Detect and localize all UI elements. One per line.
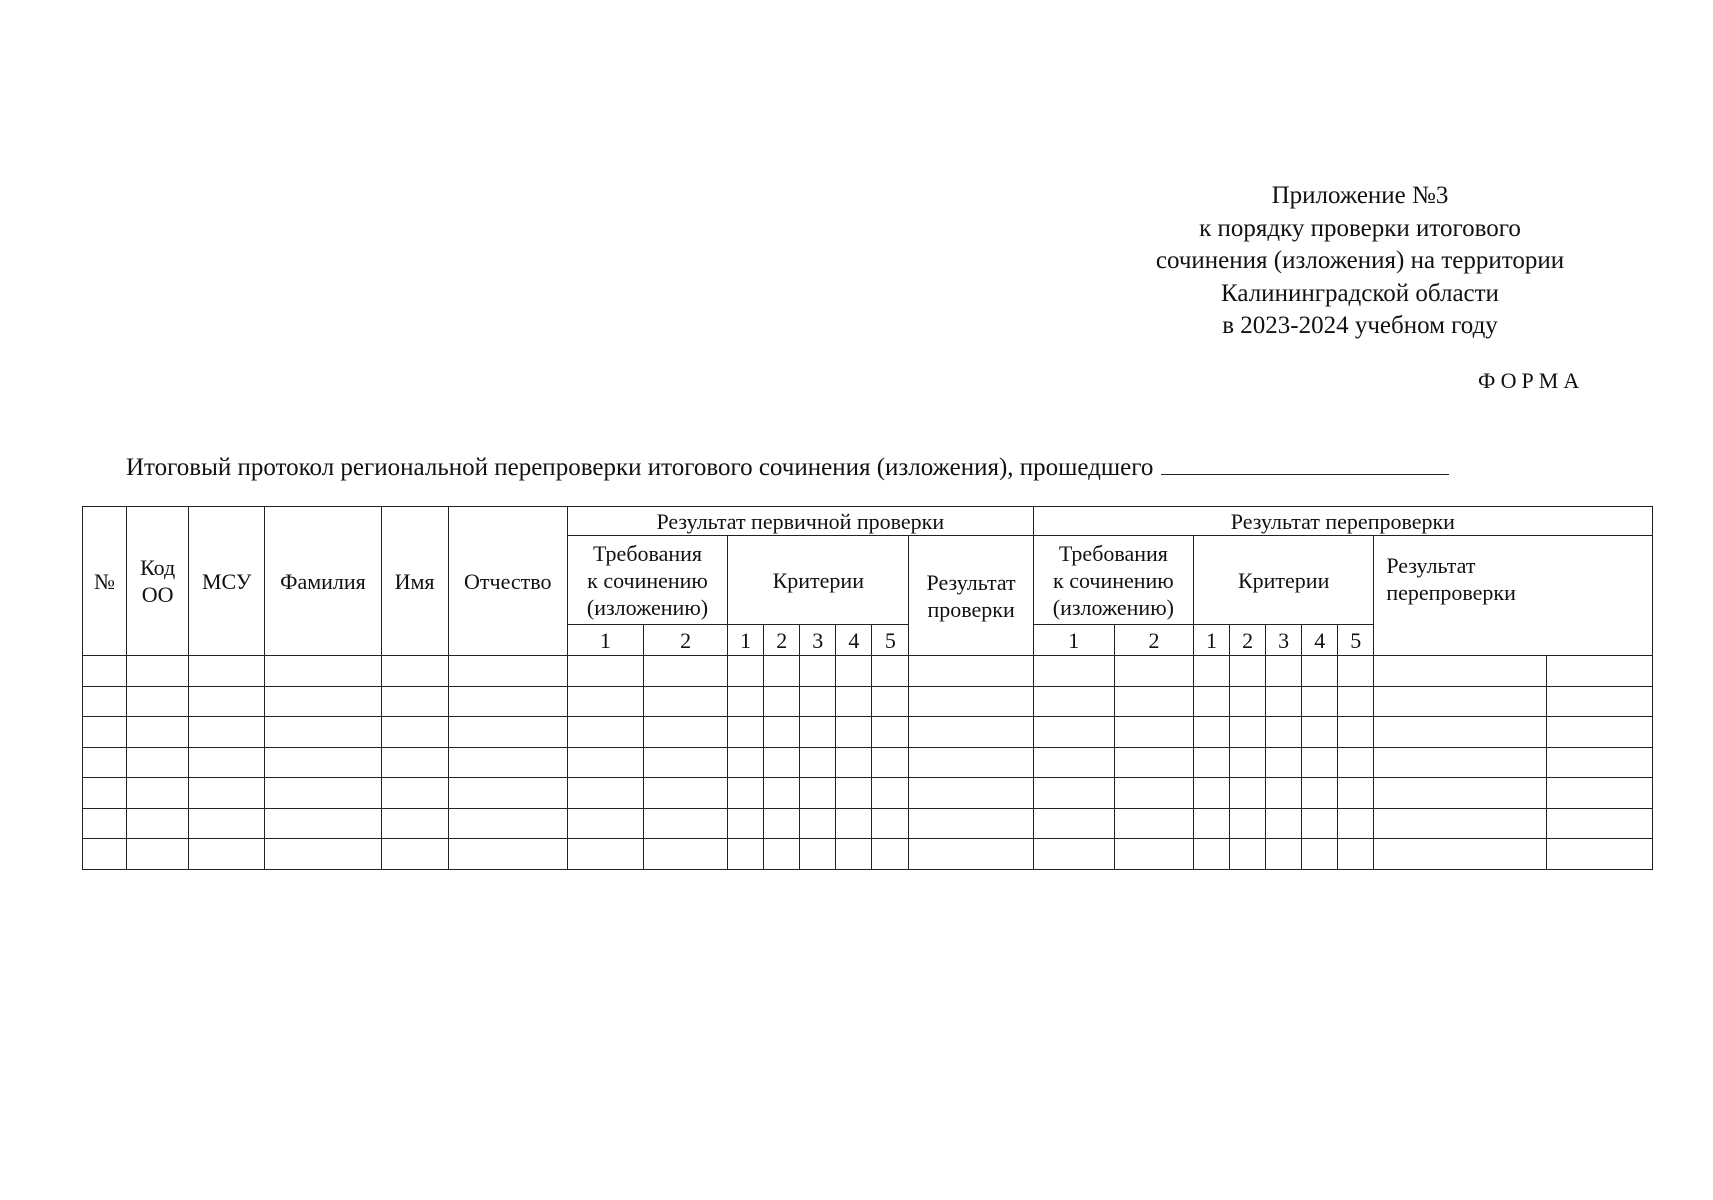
table-cell[interactable] bbox=[644, 839, 728, 870]
table-cell[interactable] bbox=[728, 839, 764, 870]
col-header-msu: МСУ bbox=[189, 507, 265, 656]
recheck-result-header: Результат перепроверки bbox=[1374, 536, 1653, 656]
table-cell[interactable] bbox=[1114, 778, 1193, 809]
table-cell[interactable] bbox=[127, 686, 189, 717]
table-cell[interactable] bbox=[644, 717, 728, 748]
table-cell[interactable] bbox=[1194, 839, 1230, 870]
table-row bbox=[83, 717, 1653, 748]
table-cell[interactable] bbox=[644, 808, 728, 839]
table-cell[interactable] bbox=[1266, 839, 1302, 870]
table-cell[interactable] bbox=[800, 839, 836, 870]
table-cell[interactable] bbox=[1033, 747, 1114, 778]
primary-crit-num: 4 bbox=[836, 625, 872, 656]
table-cell[interactable] bbox=[1194, 778, 1230, 809]
table-cell[interactable] bbox=[764, 808, 800, 839]
table-cell[interactable] bbox=[644, 778, 728, 809]
table-row bbox=[83, 747, 1653, 778]
table-cell[interactable] bbox=[1230, 808, 1266, 839]
table-cell[interactable] bbox=[872, 839, 909, 870]
table-cell[interactable] bbox=[189, 778, 265, 809]
table-cell[interactable] bbox=[83, 717, 127, 748]
table-cell[interactable] bbox=[1266, 717, 1302, 748]
table-cell[interactable] bbox=[728, 778, 764, 809]
table-cell[interactable] bbox=[1194, 717, 1230, 748]
table-cell[interactable] bbox=[728, 656, 764, 687]
table-cell[interactable] bbox=[127, 717, 189, 748]
table-cell[interactable] bbox=[448, 839, 567, 870]
table-cell[interactable] bbox=[567, 839, 643, 870]
table-cell[interactable] bbox=[728, 686, 764, 717]
table-cell[interactable] bbox=[83, 808, 127, 839]
table-cell[interactable] bbox=[127, 778, 189, 809]
table-row bbox=[83, 656, 1653, 687]
table-cell[interactable] bbox=[1338, 656, 1374, 687]
table-cell[interactable] bbox=[189, 686, 265, 717]
table-cell[interactable] bbox=[764, 839, 800, 870]
recheck-criteria-header: Критерии bbox=[1194, 536, 1374, 625]
table-cell[interactable] bbox=[567, 686, 643, 717]
table-cell[interactable] bbox=[1230, 747, 1266, 778]
annex-header bbox=[1030, 180, 1690, 343]
table-cell[interactable] bbox=[1266, 747, 1302, 778]
protocol-title: Итоговый протокол региональной перепроверки итогового сочинения (изложения), прошедшего bbox=[126, 454, 1154, 481]
table-cell[interactable] bbox=[1033, 839, 1114, 870]
table-cell[interactable] bbox=[872, 808, 909, 839]
table-row bbox=[83, 839, 1653, 870]
table-cell[interactable] bbox=[265, 778, 381, 809]
table-cell[interactable] bbox=[728, 747, 764, 778]
table-cell[interactable] bbox=[909, 839, 1033, 870]
table-cell[interactable] bbox=[567, 808, 643, 839]
recheck-req-num: 2 bbox=[1114, 625, 1193, 656]
col-header-patronymic: Отчество bbox=[448, 507, 567, 656]
annex-line: в 2023-2024 учебном году bbox=[1222, 312, 1498, 339]
primary-crit-num: 5 bbox=[872, 625, 909, 656]
table-cell[interactable] bbox=[1302, 839, 1338, 870]
table-cell[interactable] bbox=[448, 747, 567, 778]
table-cell[interactable] bbox=[1374, 686, 1546, 717]
table-cell[interactable] bbox=[83, 686, 127, 717]
table-cell[interactable] bbox=[127, 747, 189, 778]
recheck-crit-num: 2 bbox=[1230, 625, 1266, 656]
primary-result-header: Результат проверки bbox=[909, 536, 1033, 656]
fill-in-blank[interactable] bbox=[1161, 452, 1449, 475]
table-cell[interactable] bbox=[909, 656, 1033, 687]
table-cell[interactable] bbox=[1230, 717, 1266, 748]
table-cell[interactable] bbox=[1114, 747, 1193, 778]
table-cell[interactable] bbox=[1546, 717, 1652, 748]
table-cell[interactable] bbox=[381, 778, 448, 809]
table-cell[interactable] bbox=[1338, 686, 1374, 717]
table-cell[interactable] bbox=[800, 778, 836, 809]
table-cell[interactable] bbox=[836, 778, 872, 809]
table-cell[interactable] bbox=[1302, 717, 1338, 748]
table-cell[interactable] bbox=[1546, 656, 1652, 687]
table-cell[interactable] bbox=[1114, 686, 1193, 717]
table-cell[interactable] bbox=[909, 686, 1033, 717]
group-header-recheck: Результат перепроверки bbox=[1033, 507, 1652, 536]
recheck-req-num: 1 bbox=[1033, 625, 1114, 656]
table-cell[interactable] bbox=[800, 747, 836, 778]
table-cell[interactable] bbox=[1033, 808, 1114, 839]
table-cell[interactable] bbox=[448, 656, 567, 687]
table-cell[interactable] bbox=[448, 778, 567, 809]
table-cell[interactable] bbox=[1194, 686, 1230, 717]
primary-req-num: 2 bbox=[644, 625, 728, 656]
table-cell[interactable] bbox=[644, 656, 728, 687]
table-cell[interactable] bbox=[1338, 717, 1374, 748]
table-cell[interactable] bbox=[189, 717, 265, 748]
table-cell[interactable] bbox=[567, 778, 643, 809]
group-header-primary: Результат первичной проверки bbox=[567, 507, 1033, 536]
primary-crit-num: 2 bbox=[764, 625, 800, 656]
table-cell[interactable] bbox=[1033, 686, 1114, 717]
recheck-crit-num: 4 bbox=[1302, 625, 1338, 656]
table-cell[interactable] bbox=[1302, 656, 1338, 687]
table-cell[interactable] bbox=[764, 747, 800, 778]
table-cell[interactable] bbox=[764, 686, 800, 717]
table-row bbox=[83, 778, 1653, 809]
table-cell[interactable] bbox=[448, 717, 567, 748]
table-cell[interactable] bbox=[265, 747, 381, 778]
table-cell[interactable] bbox=[1338, 808, 1374, 839]
table-cell[interactable] bbox=[1338, 778, 1374, 809]
table-cell[interactable] bbox=[83, 839, 127, 870]
table-cell[interactable] bbox=[127, 839, 189, 870]
table-cell[interactable] bbox=[1114, 839, 1193, 870]
table-cell[interactable] bbox=[1266, 808, 1302, 839]
table-cell[interactable] bbox=[1302, 778, 1338, 809]
table-cell[interactable] bbox=[836, 747, 872, 778]
col-header-name: Имя bbox=[381, 507, 448, 656]
recheck-crit-num: 1 bbox=[1194, 625, 1230, 656]
table-cell[interactable] bbox=[1374, 808, 1546, 839]
table-cell[interactable] bbox=[800, 656, 836, 687]
table-cell[interactable] bbox=[1546, 747, 1652, 778]
table-cell[interactable] bbox=[644, 686, 728, 717]
table-cell[interactable] bbox=[1230, 778, 1266, 809]
table-cell[interactable] bbox=[1546, 839, 1652, 870]
table-cell[interactable] bbox=[1194, 747, 1230, 778]
table-cell[interactable] bbox=[189, 656, 265, 687]
table-cell[interactable] bbox=[872, 656, 909, 687]
table-cell[interactable] bbox=[836, 686, 872, 717]
table-cell[interactable] bbox=[644, 747, 728, 778]
table-cell[interactable] bbox=[1230, 656, 1266, 687]
table-cell[interactable] bbox=[1266, 686, 1302, 717]
table-cell[interactable] bbox=[567, 717, 643, 748]
table-cell[interactable] bbox=[728, 717, 764, 748]
table-cell[interactable] bbox=[764, 717, 800, 748]
table-cell[interactable] bbox=[1374, 656, 1546, 687]
table-cell[interactable] bbox=[800, 808, 836, 839]
table-cell[interactable] bbox=[1194, 808, 1230, 839]
table-cell[interactable] bbox=[127, 808, 189, 839]
table-cell[interactable] bbox=[1230, 839, 1266, 870]
recheck-crit-num: 5 bbox=[1338, 625, 1374, 656]
table-cell[interactable] bbox=[728, 808, 764, 839]
table-cell[interactable] bbox=[1338, 747, 1374, 778]
table-cell[interactable] bbox=[1302, 747, 1338, 778]
primary-req-num: 1 bbox=[567, 625, 643, 656]
table-cell[interactable] bbox=[872, 717, 909, 748]
primary-criteria-header: Критерии bbox=[728, 536, 909, 625]
table-cell[interactable] bbox=[872, 686, 909, 717]
table-cell[interactable] bbox=[872, 778, 909, 809]
table-cell[interactable] bbox=[265, 717, 381, 748]
table-cell[interactable] bbox=[567, 747, 643, 778]
protocol-title-line bbox=[126, 452, 1449, 482]
annex-line: Приложение №3 bbox=[1271, 182, 1449, 209]
table-row bbox=[83, 686, 1653, 717]
table-cell[interactable] bbox=[189, 839, 265, 870]
table-cell[interactable] bbox=[1374, 717, 1546, 748]
protocol-table bbox=[82, 506, 1653, 870]
primary-crit-num: 3 bbox=[800, 625, 836, 656]
table-cell[interactable] bbox=[83, 747, 127, 778]
primary-requirements-header: Требования к сочинению (изложению) bbox=[567, 536, 727, 625]
table-cell[interactable] bbox=[1033, 717, 1114, 748]
table-cell[interactable] bbox=[1302, 686, 1338, 717]
table-cell[interactable] bbox=[1374, 839, 1546, 870]
table-cell[interactable] bbox=[1374, 747, 1546, 778]
annex-line: сочинения (изложения) на территории bbox=[1155, 247, 1565, 274]
table-cell[interactable] bbox=[1114, 717, 1193, 748]
col-header-surname: Фамилия bbox=[265, 507, 381, 656]
table-cell[interactable] bbox=[1338, 839, 1374, 870]
table-cell[interactable] bbox=[83, 778, 127, 809]
recheck-requirements-header: Требования к сочинению (изложению) bbox=[1033, 536, 1193, 625]
table-cell[interactable] bbox=[1546, 778, 1652, 809]
table-cell[interactable] bbox=[448, 808, 567, 839]
table-cell[interactable] bbox=[800, 686, 836, 717]
table-cell[interactable] bbox=[1374, 778, 1546, 809]
table-cell[interactable] bbox=[189, 808, 265, 839]
table-cell[interactable] bbox=[764, 656, 800, 687]
table-cell[interactable] bbox=[381, 717, 448, 748]
table-cell[interactable] bbox=[836, 717, 872, 748]
form-label: ФОРМА bbox=[1478, 368, 1585, 393]
annex-line: к порядку проверки итогового bbox=[1199, 214, 1521, 242]
table-cell[interactable] bbox=[1266, 656, 1302, 687]
table-cell[interactable] bbox=[836, 656, 872, 687]
table-cell[interactable] bbox=[909, 717, 1033, 748]
table-cell[interactable] bbox=[83, 656, 127, 687]
table-cell[interactable] bbox=[567, 656, 643, 687]
table-cell[interactable] bbox=[909, 778, 1033, 809]
table-cell[interactable] bbox=[764, 778, 800, 809]
recheck-crit-num: 3 bbox=[1266, 625, 1302, 656]
table-cell[interactable] bbox=[265, 686, 381, 717]
table-cell[interactable] bbox=[1230, 686, 1266, 717]
table-cell[interactable] bbox=[381, 808, 448, 839]
table-cell[interactable] bbox=[381, 839, 448, 870]
table-cell[interactable] bbox=[189, 747, 265, 778]
table-cell[interactable] bbox=[872, 747, 909, 778]
table-cell[interactable] bbox=[1114, 656, 1193, 687]
table-cell[interactable] bbox=[1033, 778, 1114, 809]
table-cell[interactable] bbox=[265, 656, 381, 687]
annex-line: Калининградской области bbox=[1221, 279, 1499, 307]
table-cell[interactable] bbox=[800, 717, 836, 748]
table-cell[interactable] bbox=[1546, 808, 1652, 839]
table-cell[interactable] bbox=[836, 839, 872, 870]
table-cell[interactable] bbox=[1033, 656, 1114, 687]
table-cell[interactable] bbox=[127, 656, 189, 687]
table-cell[interactable] bbox=[836, 808, 872, 839]
table-row bbox=[83, 808, 1653, 839]
table-cell[interactable] bbox=[1266, 778, 1302, 809]
table-cell[interactable] bbox=[909, 747, 1033, 778]
table-cell[interactable] bbox=[265, 839, 381, 870]
primary-crit-num: 1 bbox=[728, 625, 764, 656]
col-header-num: № bbox=[83, 507, 127, 656]
col-header-code: Код ОО bbox=[127, 507, 189, 656]
table-cell[interactable] bbox=[1546, 686, 1652, 717]
table-cell[interactable] bbox=[381, 747, 448, 778]
table-cell[interactable] bbox=[265, 808, 381, 839]
table-cell[interactable] bbox=[381, 686, 448, 717]
table-cell[interactable] bbox=[1114, 808, 1193, 839]
table-cell[interactable] bbox=[381, 656, 448, 687]
table-cell[interactable] bbox=[909, 808, 1033, 839]
table-cell[interactable] bbox=[1194, 656, 1230, 687]
table-cell[interactable] bbox=[1302, 808, 1338, 839]
table-cell[interactable] bbox=[448, 686, 567, 717]
